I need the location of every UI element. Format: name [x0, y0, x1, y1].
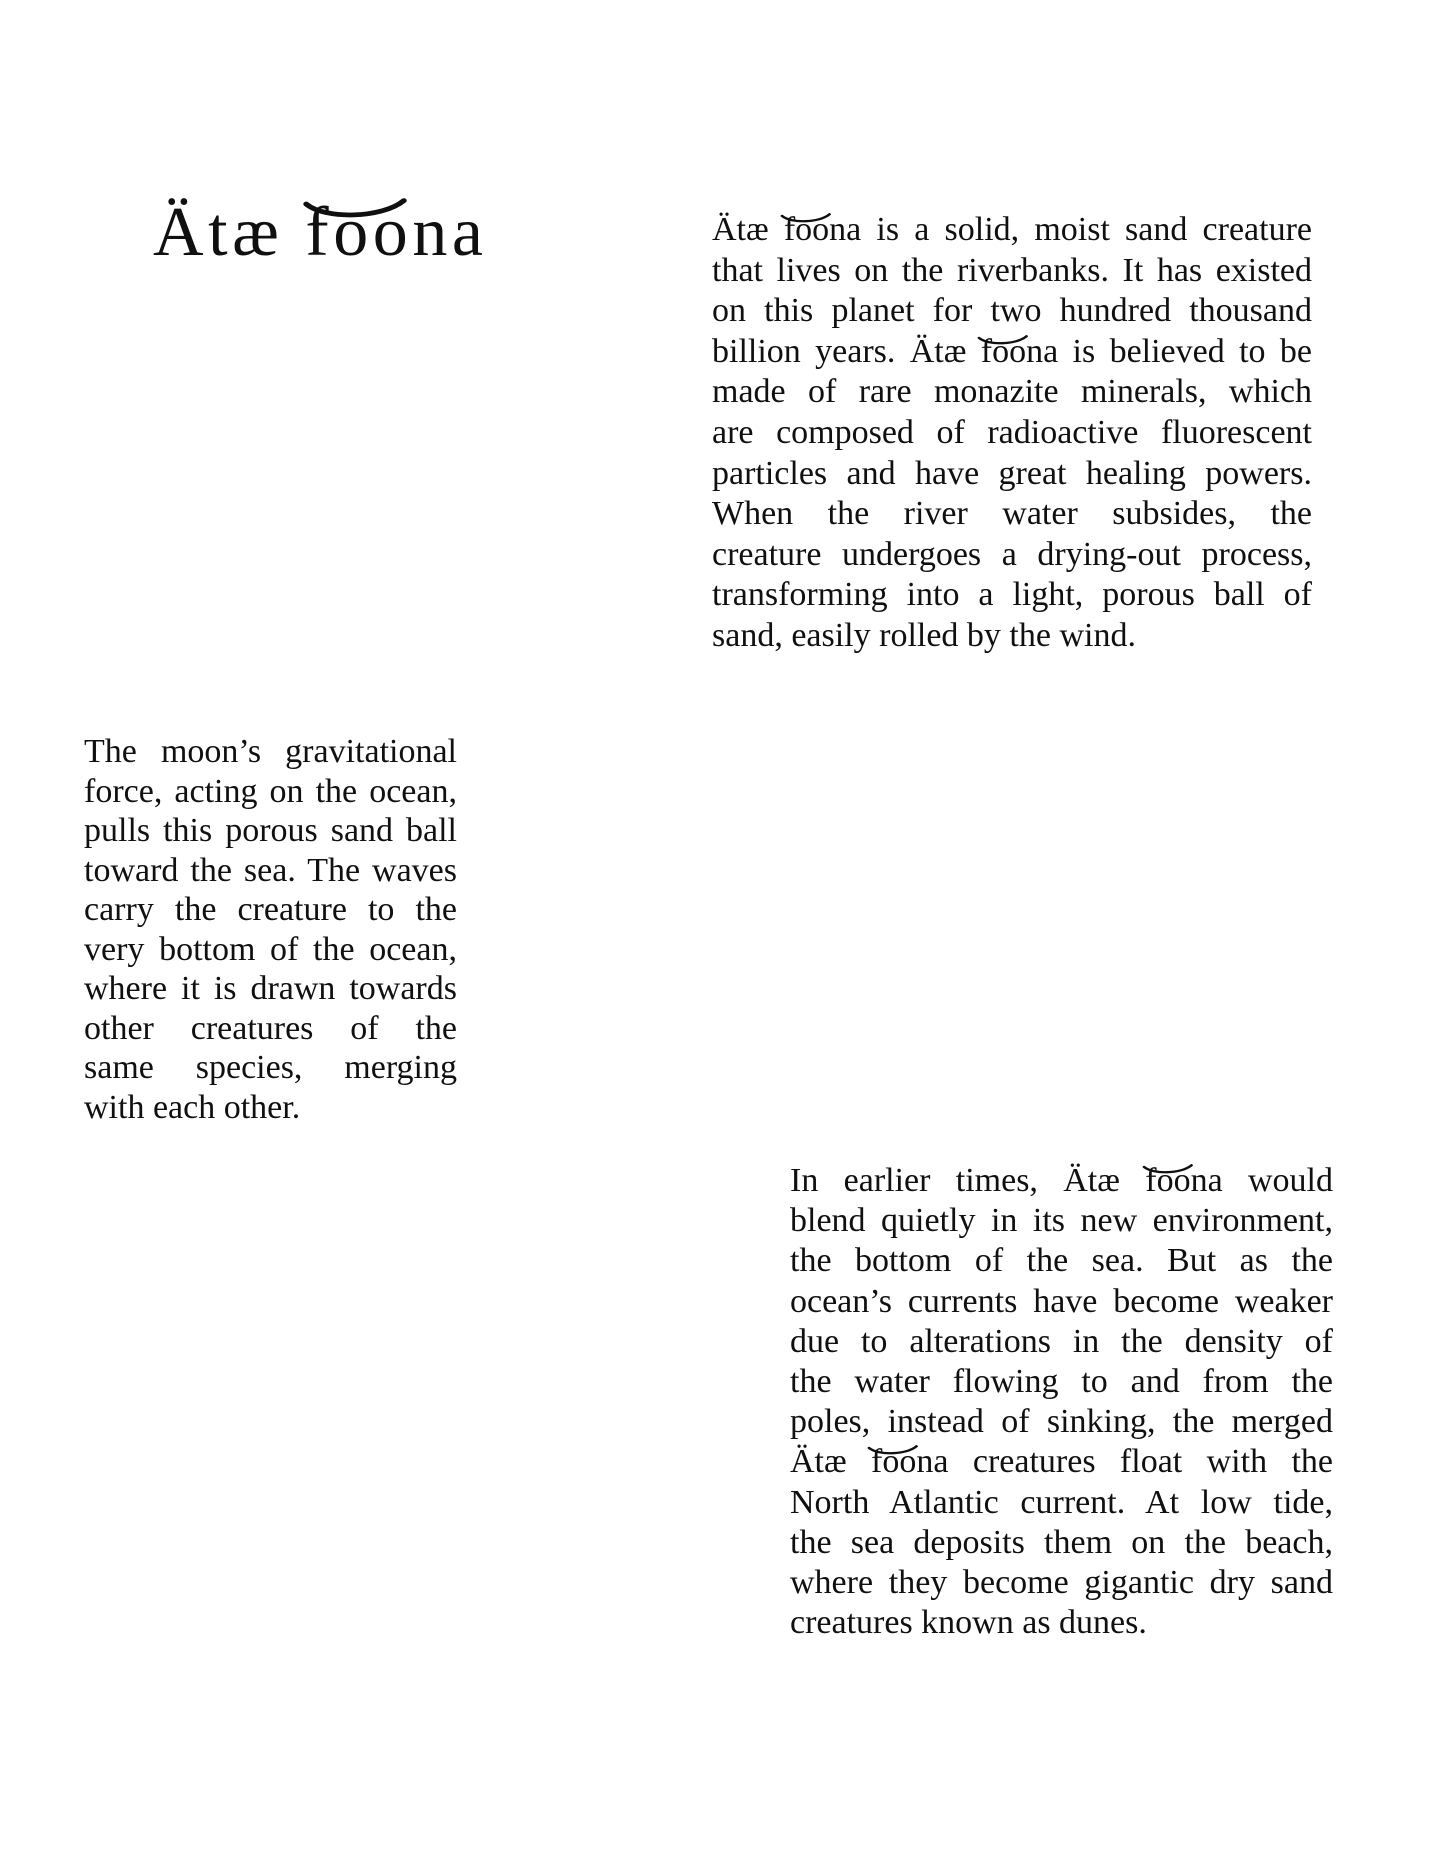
- text-line: North Atlantic current. At low tide,: [790, 1483, 1333, 1521]
- oo-tie-ligature: oo: [992, 333, 1026, 370]
- text-line: ocean’s currents have become weaker: [790, 1282, 1333, 1320]
- text-line: pulls this porous sand ball: [84, 812, 457, 849]
- paragraph-currents: [790, 1161, 1333, 1643]
- text-line: where it is drawn towards: [84, 970, 457, 1007]
- paragraph-moon: [84, 732, 457, 1127]
- paragraph-intro: [712, 210, 1312, 657]
- page-title: Ätæ f oona: [153, 194, 488, 271]
- oo-tie-ligature: oo: [882, 1443, 916, 1480]
- text-line: on this planet for two hundred thousand: [712, 292, 1312, 330]
- text-line: Ätæ f oona is a solid, moist sand creature: [712, 211, 1312, 248]
- text-line: with each other.: [84, 1088, 301, 1126]
- text-line: blend quietly in its new environment,: [790, 1202, 1333, 1240]
- text-line: the bottom of the sea. But as the: [790, 1242, 1333, 1280]
- oo-tie-ligature: oo: [333, 194, 412, 271]
- oo-tie-ligature: oo: [795, 211, 829, 248]
- text-line: billion years. Ätæ f oona is believed to be: [712, 332, 1312, 370]
- text-line: creature undergoes a drying-out process,: [712, 535, 1312, 573]
- text-line: the sea deposits them on the beach,: [790, 1523, 1333, 1561]
- oo-tie-arc: [302, 198, 407, 220]
- text-line: very bottom of the ocean,: [84, 930, 457, 968]
- oo-tie-ligature: oo: [1157, 1162, 1191, 1199]
- text-line: sand, easily rolled by the wind.: [712, 616, 1136, 654]
- oo-tie-arc: [977, 335, 1028, 346]
- text-line: transforming into a light, porous ball of: [712, 576, 1312, 614]
- text-line: same species, merging: [84, 1049, 457, 1086]
- text-line: poles, instead of sinking, the merged: [790, 1403, 1333, 1441]
- text-line: When the river water subsides, the: [712, 495, 1312, 533]
- text-line: In earlier times, Ätæ f oona would: [790, 1162, 1334, 1199]
- text-line: creatures known as dunes.: [790, 1604, 1147, 1642]
- text-line: where they become gigantic dry sand: [790, 1564, 1333, 1602]
- text-line: other creatures of the: [84, 1009, 457, 1047]
- oo-tie-arc: [780, 213, 831, 224]
- text-line: force, acting on the ocean,: [84, 772, 457, 810]
- text-line: Ätæ f oona creatures float with the: [790, 1443, 1333, 1481]
- text-line: that lives on the riverbanks. It has existed: [712, 251, 1312, 289]
- text-line: the water flowing to and from the: [790, 1363, 1333, 1401]
- text-line: toward the sea. The waves: [84, 851, 457, 889]
- text-line: are composed of radioactive fluorescent: [712, 413, 1312, 451]
- oo-tie-arc: [867, 1445, 918, 1456]
- text-line: The moon’s gravitational: [84, 733, 457, 770]
- text-line: made of rare monazite minerals, which: [712, 373, 1312, 411]
- text-line: carry the creature to the: [84, 891, 457, 928]
- text-line: due to alterations in the density of: [790, 1322, 1333, 1360]
- oo-tie-arc: [1142, 1164, 1193, 1175]
- text-line: particles and have great healing powers.: [712, 454, 1312, 492]
